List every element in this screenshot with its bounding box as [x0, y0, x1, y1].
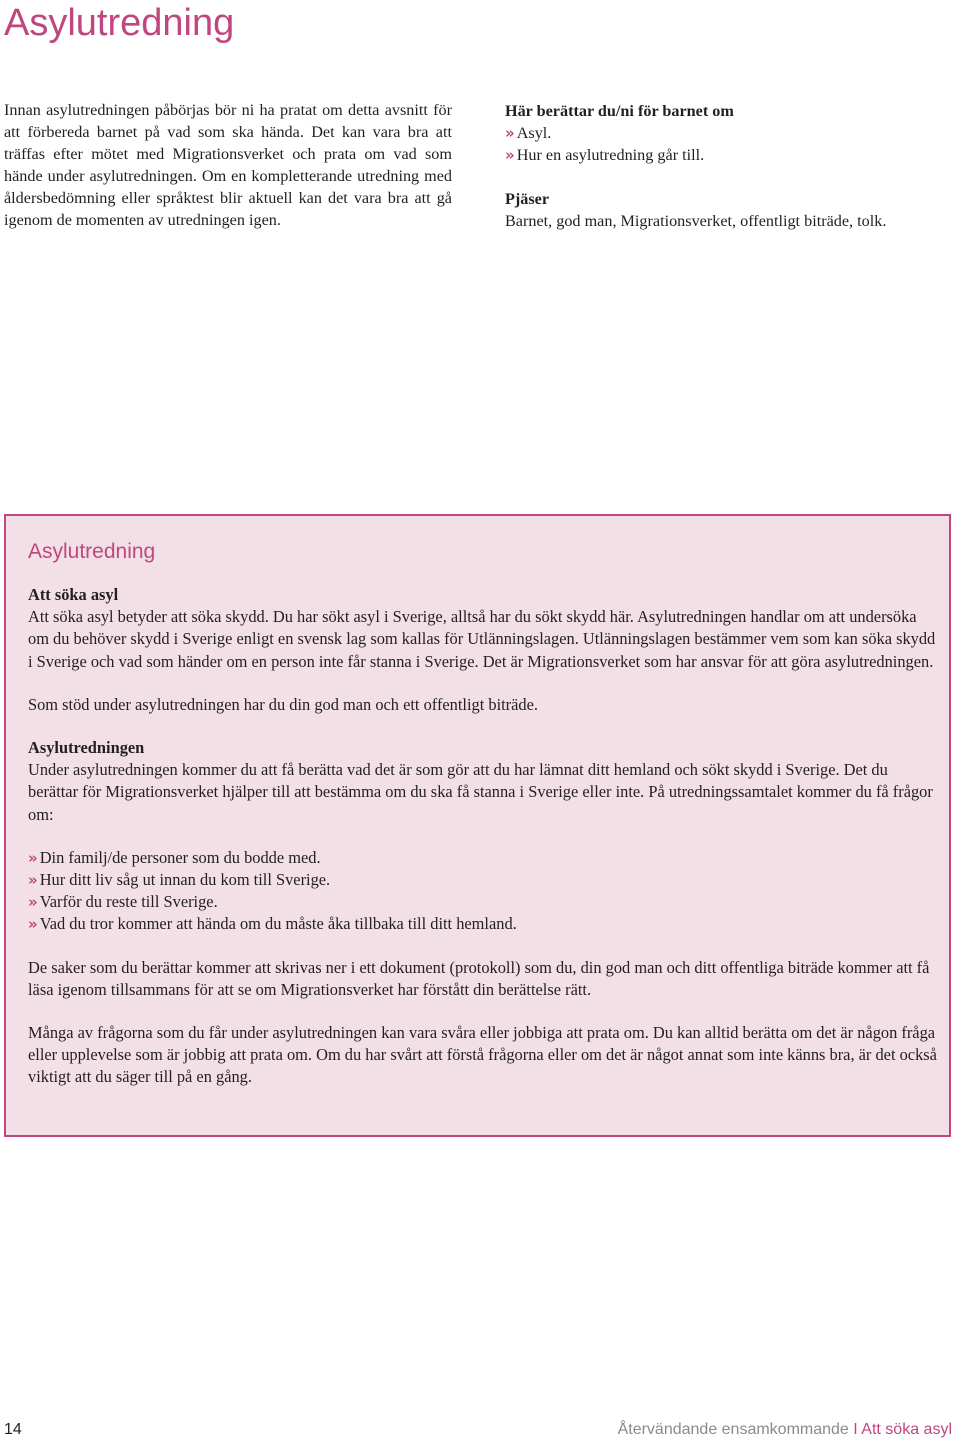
- intro-paragraph: Innan asylutredningen påbörjas bör ni ha pratat om detta avsnitt för att förbereda barnet på vad som ska hända. Det kan vara bra att träffas efter mötet med Migrationsverket och prata om vad som hände under asylutredningen. Om en kompletterande utredning med åldersbedömning eller språktest blir aktuell kan det vara bra att gå igenom de momenten av utredningen igen.: [4, 101, 452, 229]
- double-chevron-right-icon: »: [28, 893, 38, 912]
- section-heading-asylutredningen: Asylutredningen: [28, 738, 145, 758]
- support-text: Som stöd under asylutredningen har du din god man och ett offentligt biträde.: [28, 694, 538, 714]
- pjaser-text: Barnet, god man, Migrationsverket, offentligt biträde, tolk.: [505, 212, 887, 230]
- section-text-asylutredningen: Under asylutredningen kommer du att få berätta vad det är som gör att du har lämnat ditt hemland och sökt skydd i Sverige. Det du berättar för Migrationsverket hjälper till att bestämma om du ska få stanna i Sverige eller inte. På utredningssamtalet kommer du få frågor om:: [28, 760, 933, 824]
- list-item: » Din familj/de personer som du bodde med.: [28, 847, 321, 867]
- list-item: » Asyl.: [505, 124, 552, 142]
- publication-title: Återvändande ensamkommande: [617, 1421, 849, 1438]
- double-chevron-right-icon: »: [28, 871, 38, 890]
- right-column: [505, 100, 955, 232]
- section-heading-att-soka-asyl: Att söka asyl: [28, 585, 119, 604]
- box-title: Asylutredning: [28, 540, 156, 563]
- page-title: Asylutredning: [4, 2, 235, 44]
- section-title: Att söka asyl: [861, 1421, 952, 1438]
- pjaser-heading: Pjäser: [505, 190, 550, 208]
- footer-running-title: [618, 1421, 952, 1439]
- right-heading: Här berättar du/ni för barnet om: [505, 102, 734, 120]
- section-text-att-soka-asyl: Att söka asyl betyder att söka skydd. Du har sökt asyl i Sverige, alltså har du sökt skydd här. Asylutredningen handlar om att undersöka om du behöver skydd i Sverige enligt en svensk lag som kallas för Utlänningslagen. Utlänningslagen bestämmer vem som kan söka skydd i Sverige och vad som händer om en person inte får stanna i Sverige. Det är Migrationsverket som har ansvar för att göra asylutredningen.: [28, 607, 936, 671]
- list-item: » Hur en asylutredning går till.: [505, 146, 705, 164]
- footer-separator: I: [853, 1421, 858, 1438]
- double-chevron-right-icon: »: [28, 848, 38, 867]
- double-chevron-right-icon: »: [505, 146, 515, 164]
- protocol-paragraph: De saker som du berättar kommer att skrivas ner i ett dokument (protokoll) som du, din god man och ditt offentliga biträde kommer att få läsa igenom tillsammans för att se om Migrationsverket har förstått din berättelse rätt.: [28, 957, 930, 999]
- double-chevron-right-icon: »: [505, 124, 515, 142]
- info-box-content: [28, 538, 940, 1089]
- list-item: » Hur ditt liv såg ut innan du kom till Sverige.: [28, 870, 331, 890]
- page-number: 14: [4, 1421, 22, 1438]
- info-box: [4, 514, 951, 1137]
- difficult-questions-paragraph: Många av frågorna som du får under asylutredningen kan vara svåra eller jobbiga att prata om. Du kan alltid berätta om det är någon fråga eller upplevelse som är jobbig att prata om. Om du har svårt att förstå frågorna eller om det är något annat som inte känns bra, är det också viktigt att du säger till på en gång.: [28, 1023, 937, 1087]
- list-item: » Varför du reste till Sverige.: [28, 892, 218, 912]
- double-chevron-right-icon: »: [28, 915, 38, 934]
- list-item: » Vad du tror kommer att hända om du måste åka tillbaka till ditt hemland.: [28, 914, 517, 934]
